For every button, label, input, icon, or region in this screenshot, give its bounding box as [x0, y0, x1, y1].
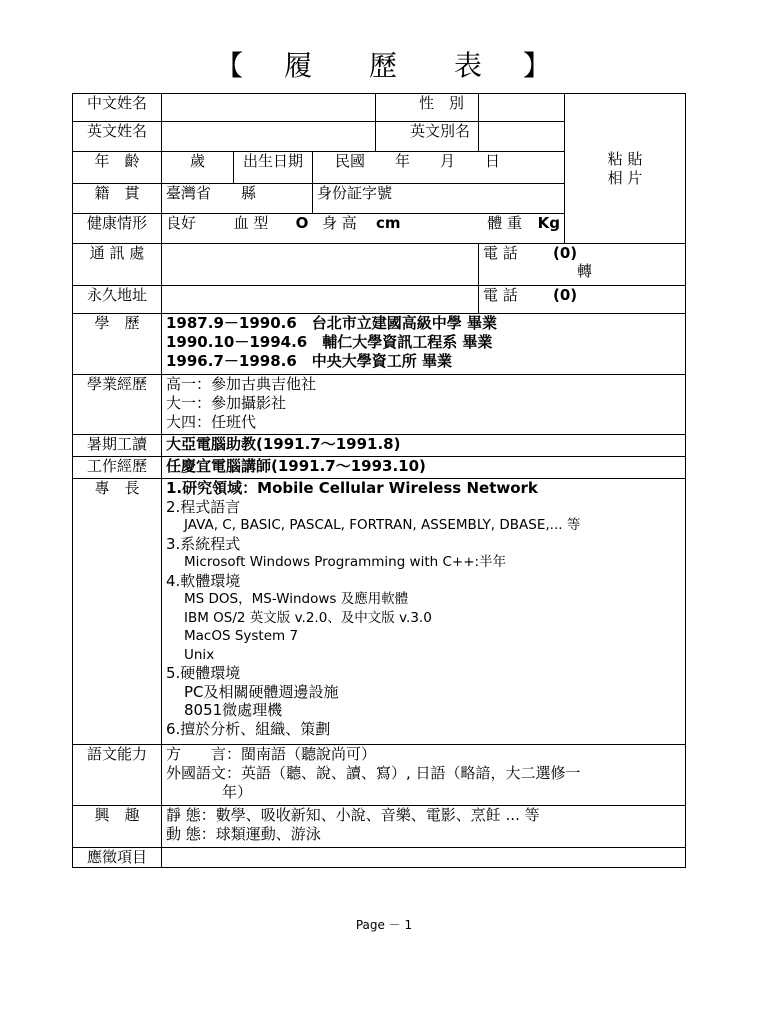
row-language: [73, 745, 686, 806]
row-chinese-name: [73, 94, 686, 122]
row-summer-job: [73, 435, 686, 457]
id-field[interactable]: [413, 184, 564, 212]
weight-unit: Kg: [537, 214, 560, 232]
chinese-name-label: 中文姓名: [73, 94, 162, 122]
education-label: 學 歷: [73, 314, 162, 375]
education-line-3: 1996.7－1998.6 中央大學資工所 畢業: [166, 352, 452, 370]
height-label: 身 高: [322, 214, 357, 232]
english-alias-field[interactable]: [479, 122, 565, 152]
activities-label: 學業經歷: [73, 375, 162, 435]
perm-phone-label: 電 話: [483, 286, 518, 304]
activity-line-1: 高一：參加古典吉他社: [166, 375, 317, 393]
skills-line-10: Unix: [184, 646, 215, 663]
health-cell: [162, 214, 565, 244]
skills-line-6: 4.軟體環境: [166, 571, 241, 590]
origin-field[interactable]: [162, 184, 313, 214]
row-applied: [73, 848, 686, 868]
skills-content: [162, 479, 686, 745]
weight-label: 體 重: [487, 214, 522, 232]
activities-content: [162, 375, 686, 435]
applied-label: 應徵項目: [73, 848, 162, 868]
row-address: [73, 244, 686, 286]
row-activities: [73, 375, 686, 435]
title-close-bracket: 】: [522, 49, 553, 82]
phone-ext: 轉: [577, 262, 593, 280]
language-line-3: 年）: [222, 783, 253, 801]
id-cell: [313, 184, 565, 214]
summer-job-value: 大亞電腦助教(1991.7～1991.8): [162, 435, 686, 457]
activity-line-3: 大四：任班代: [166, 413, 257, 431]
language-content: [162, 745, 686, 806]
age-field[interactable]: [162, 152, 234, 184]
address-label: 通 訊 處: [73, 244, 162, 286]
activity-line-2: 大一：參加攝影社: [166, 394, 287, 412]
language-line-2: 外國語文：英語（聽、說、讀、寫）, 日語（略諳，大二選修一: [166, 764, 581, 782]
row-education: [73, 314, 686, 375]
row-interests: [73, 806, 686, 848]
skills-line-14: 6.擅於分析、組織、策劃: [166, 719, 331, 738]
photo-label-1: 粘 貼: [607, 149, 643, 168]
interests-line-2: 動 態：球類運動、游泳: [166, 825, 321, 843]
gender-field[interactable]: [479, 94, 565, 122]
skills-line-13: 8051微處理機: [184, 701, 283, 719]
phone-cell: [479, 244, 686, 286]
age-label: 年 齡: [73, 152, 162, 184]
work-label: 工作經歷: [73, 457, 162, 479]
blood-value: O: [295, 214, 309, 232]
skills-line-8: IBM OS/2 英文版 v.2.0、及中文版 v.3.0: [184, 609, 432, 626]
work-value: 任慶宜電腦講師(1991.7～1993.10): [162, 457, 686, 479]
phone-value: (0): [553, 244, 578, 262]
id-label: 身份証字號: [317, 184, 393, 202]
photo-box: [565, 94, 686, 244]
origin-label: 籍 貫: [73, 184, 162, 214]
english-name-field[interactable]: [162, 122, 376, 152]
birth-value: 民國 年 月 日: [335, 152, 501, 170]
origin-value: 臺灣省 縣: [166, 184, 257, 202]
language-line-1: 方 言：閩南語（聽說尚可）: [166, 745, 377, 763]
title-char-1: 履: [284, 49, 315, 82]
english-alias-label: 英文別名: [376, 122, 479, 152]
skills-line-11: 5.硬體環境: [166, 664, 241, 682]
english-name-label: 英文姓名: [73, 122, 162, 152]
page-footer: Page － 1: [355, 918, 413, 932]
height-unit: cm: [376, 214, 401, 232]
language-label: 語文能力: [73, 745, 162, 806]
education-line-1: 1987.9－1990.6 台北市立建國高級中學 畢業: [166, 314, 497, 332]
interests-line-1: 靜 態：數學、吸收新知、小說、音樂、電影、烹飪 ... 等: [166, 806, 540, 824]
education-content: [162, 314, 686, 375]
skills-line-4: 3.系統程式: [166, 534, 241, 553]
interests-label: 興 趣: [73, 806, 162, 848]
title-open-bracket: 【: [215, 49, 246, 82]
skills-label: 專 長: [73, 479, 162, 745]
health-label: 健康情形: [73, 214, 162, 244]
phone-label: 電 話: [483, 244, 518, 262]
phone-field[interactable]: [549, 244, 685, 284]
age-unit: 歲: [189, 152, 205, 170]
skills-line-9: MacOS System 7: [184, 628, 299, 644]
interests-content: [162, 806, 686, 848]
skills-line-5: Microsoft Windows Programming with C++:半年: [184, 554, 507, 570]
summer-job-label: 暑期工讀: [73, 435, 162, 457]
birth-label: 出生日期: [234, 152, 313, 184]
resume-form: [72, 93, 686, 868]
photo-label-2: 相 片: [607, 168, 643, 187]
education-line-2: 1990.10－1994.6 輔仁大學資訊工程系 畢業: [166, 333, 493, 351]
title-char-3: 表: [453, 49, 484, 82]
row-perm-address: [73, 286, 686, 314]
address-field[interactable]: [162, 244, 479, 286]
perm-phone-field[interactable]: (0): [553, 286, 578, 304]
skills-line-2: 2.程式語言: [166, 497, 241, 516]
perm-address-label: 永久地址: [73, 286, 162, 314]
row-skills: [73, 479, 686, 745]
skills-line-1: 1.研究領域：Mobile Cellular Wireless Network: [166, 479, 538, 497]
perm-address-field[interactable]: [162, 286, 479, 314]
health-value: 良好: [166, 214, 197, 232]
chinese-name-field[interactable]: [162, 94, 376, 122]
row-work: [73, 457, 686, 479]
skills-line-7: MS DOS，MS-Windows 及應用軟體: [184, 591, 409, 607]
title-char-2: 歷: [368, 49, 399, 82]
gender-label: 性 別: [376, 94, 479, 122]
perm-phone-cell: [479, 286, 686, 314]
birth-field[interactable]: [313, 152, 565, 184]
blood-label: 血 型: [233, 214, 269, 232]
applied-field[interactable]: [162, 848, 686, 868]
skills-line-12: PC及相關硬體週邊設施: [184, 682, 339, 701]
document-title: [0, 44, 768, 84]
skills-line-3: JAVA, C, BASIC, PASCAL, FORTRAN, ASSEMBLY, DBASE,... 等: [184, 517, 581, 533]
